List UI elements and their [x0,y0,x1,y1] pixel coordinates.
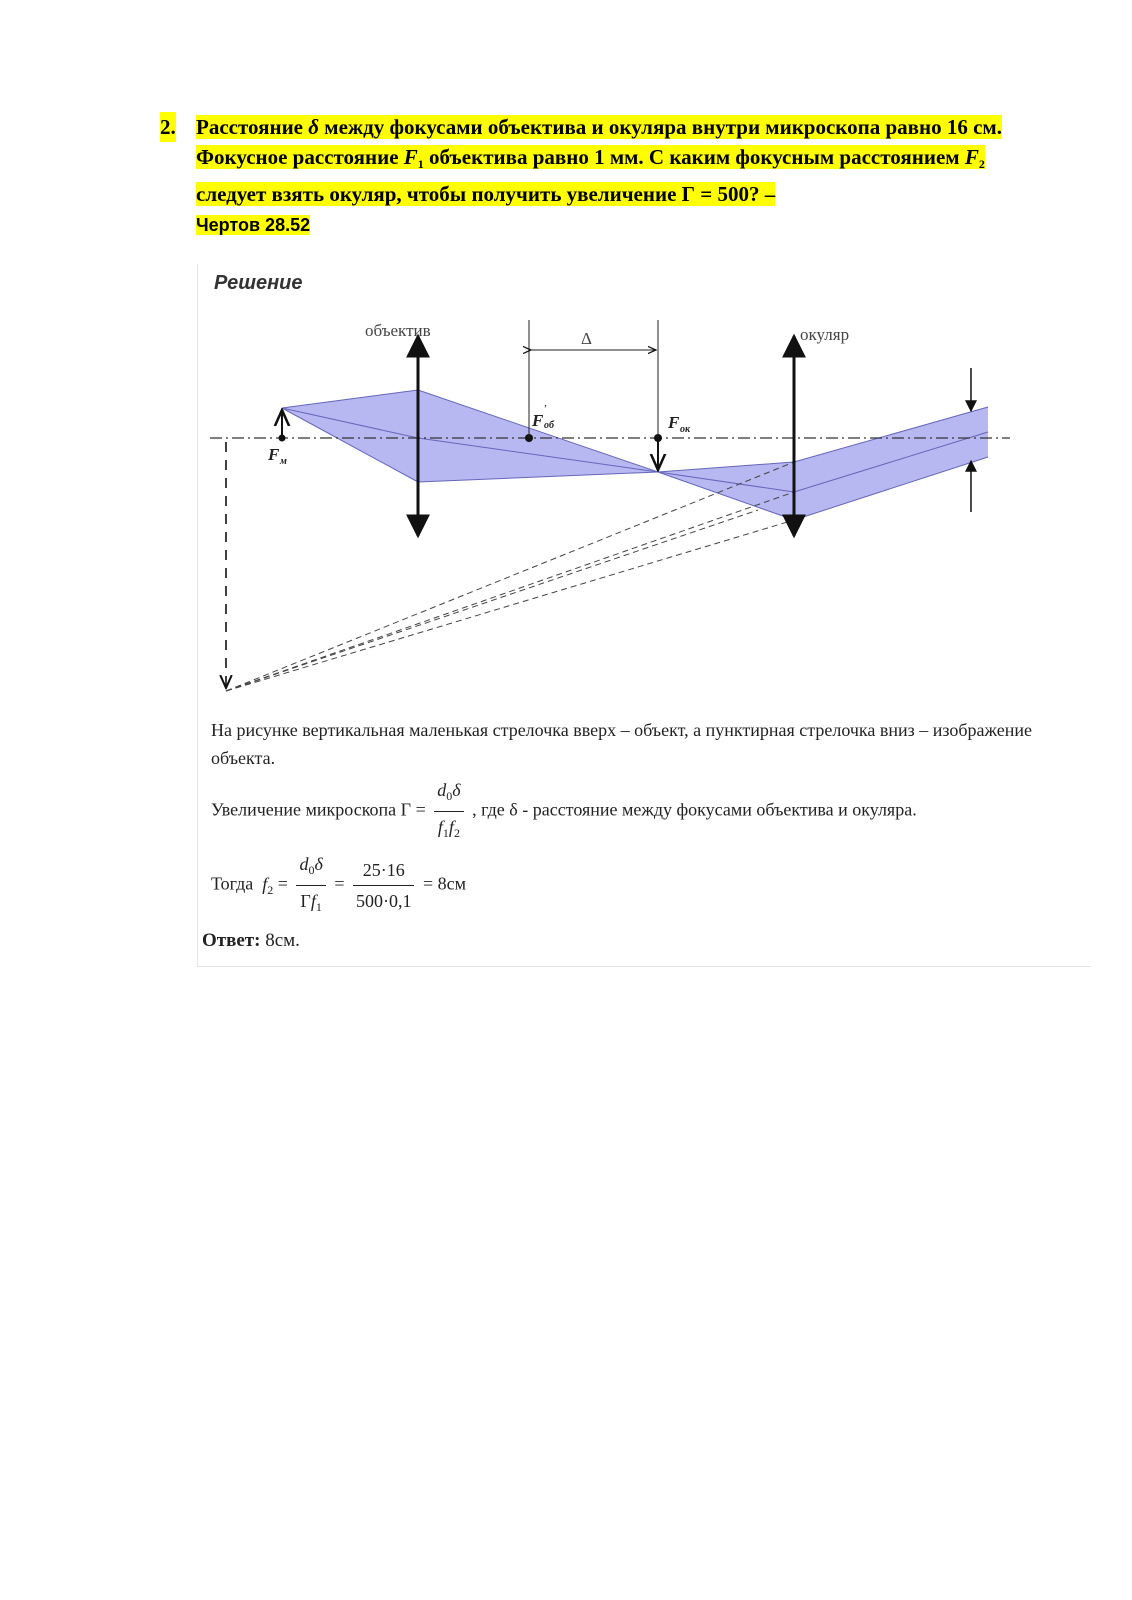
solution-formula: Тогда $f_2$ = $\frac{d_0\delta}{Гf_1}$ = $\frac{25\cdot 16}{500\cdot 0,1}$ = 8см [211,850,1091,921]
problem-text-4: следует взять окуляр, чтобы получить увеличение Г = 500? – [196,182,776,206]
microscope-diagram [198,264,1091,704]
paragraph-description: На рисунке вертикальная маленькая стрелочка вверх – объект, а пунктирная стрелочка вниз – изображение объекта. [211,720,1032,768]
f2-symbol: $F_2$ [964,145,985,171]
label-fn [267,445,287,467]
svg-text:ок: ок [680,424,691,435]
label-delta: Δ [581,329,592,348]
formula-fraction-2: $\frac{25\cdot 16}{500\cdot 0,1}$ [353,856,415,915]
problem-text-2: между фокусами объектива и окуляра внутри микроскопа равно 16 см. Фокусное расстояние [196,115,1002,169]
label-eyepiece: окуляр [800,325,850,344]
svg-text:м: м [280,456,287,467]
svg-text:′: ′ [544,404,547,415]
magnification-formula: Увеличение микроскопа Г = $\frac{d_0\delta}{f_1f_2}$ , где δ - расстояние между фокусами объектива и окуляра. [211,776,1091,847]
label-fob [531,404,555,431]
answer-line: Ответ: 8см. [202,930,300,951]
label-fok [667,413,691,435]
problem-number: 2. [160,112,176,142]
label-objective: объектив [365,321,431,340]
problem-source: Чертов 28.52 [196,215,311,235]
problem-text-1: Расстояние [196,115,309,139]
delta-symbol: δ [308,115,320,139]
svg-text:F: F [532,411,544,430]
beam-exit [794,407,988,520]
solution-image [197,264,1091,967]
svg-text:F: F [668,413,680,432]
virtual-rays [226,462,794,691]
formula-fraction-1: $\frac{d_0\delta}{Гf_1}$ [296,850,325,921]
svg-text:F: F [268,445,280,464]
problem-text-3: объектива равно 1 мм. С каким фокусным расстоянием [423,145,965,169]
solution-title: Решение [214,272,303,294]
beam-objective-image [418,390,658,482]
f1-symbol: $F_1$ [403,145,424,171]
beam-object-objective [282,390,418,482]
svg-text:об: об [544,420,554,431]
problem-text [196,112,1036,240]
magnification-fraction: $\frac{d_0\delta}{f_1f_2}$ [434,776,463,847]
focus-point-fn [279,435,286,442]
